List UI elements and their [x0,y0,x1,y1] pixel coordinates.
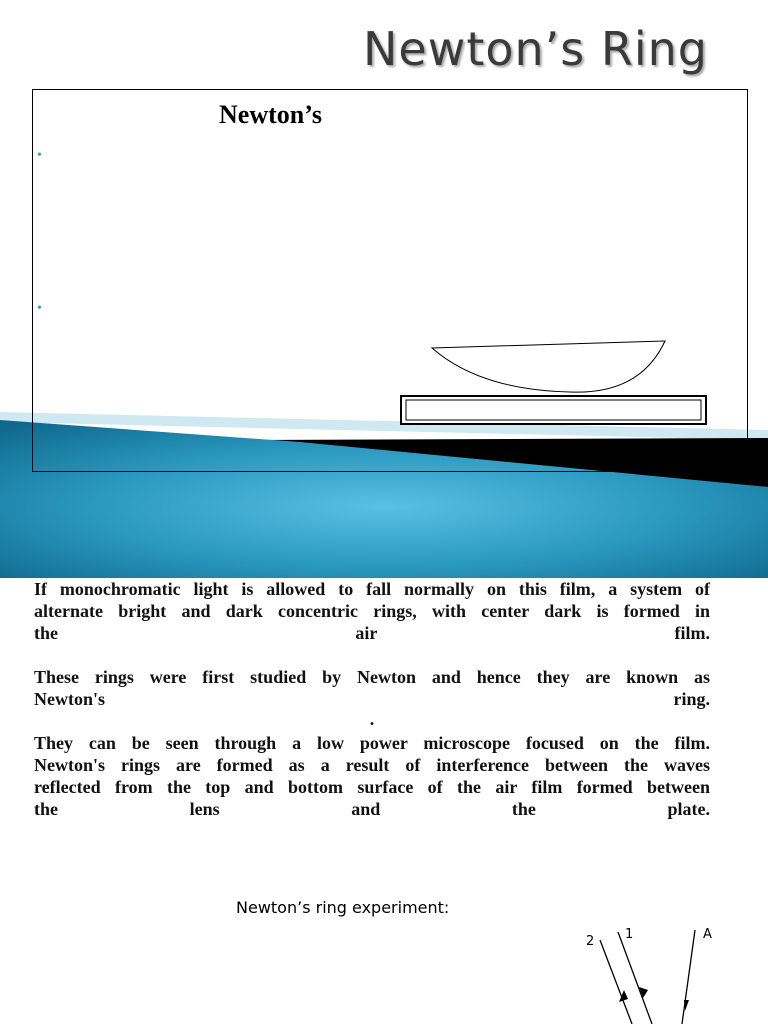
para3-line3: reflected from the top and bottom surface of the air film formed between [34,777,710,797]
ray-label-1: 1 [625,927,634,942]
para2-line2: Newton's ring. [34,689,710,709]
ray-2-line [600,940,632,1024]
ray-1-line [618,932,652,1024]
para2-line1: These rings were first studied by Newton and hence they are known as [34,667,710,687]
experiment-caption: Newton’s ring experiment: [236,898,450,917]
bullet-point-2: • [37,301,42,316]
ray-label-2: 2 [586,934,595,949]
ray-a-line [682,930,695,1024]
para3-line4: the lens and the plate. [34,799,710,819]
paragraph-gap [34,644,710,666]
para3-line1: They can be seen through a low power microscope focused on the film. [34,733,710,753]
ray-label-a: A [703,927,712,942]
ray-a-arrow [684,1000,689,1011]
bullet-point-1: • [37,148,42,163]
para1-line3: the air film. [34,623,710,643]
para1-line1: If monochromatic light is allowed to fall normally on this film, a system of [34,579,710,599]
ray-diagram [570,920,760,1024]
body-text [34,578,710,820]
lens-on-plate-diagram [0,0,768,440]
box-heading: Newton’s [219,100,323,129]
para3-line2: Newton's rings are formed as a result of interference between the waves [34,755,710,775]
separator-dot: . [369,709,375,729]
para1-line2: alternate bright and dark concentric rings, with center dark is formed in [34,601,710,621]
plano-convex-lens [432,341,665,392]
glass-plate-inner [406,400,701,420]
slide-title: Newton’s Ring [363,22,708,76]
